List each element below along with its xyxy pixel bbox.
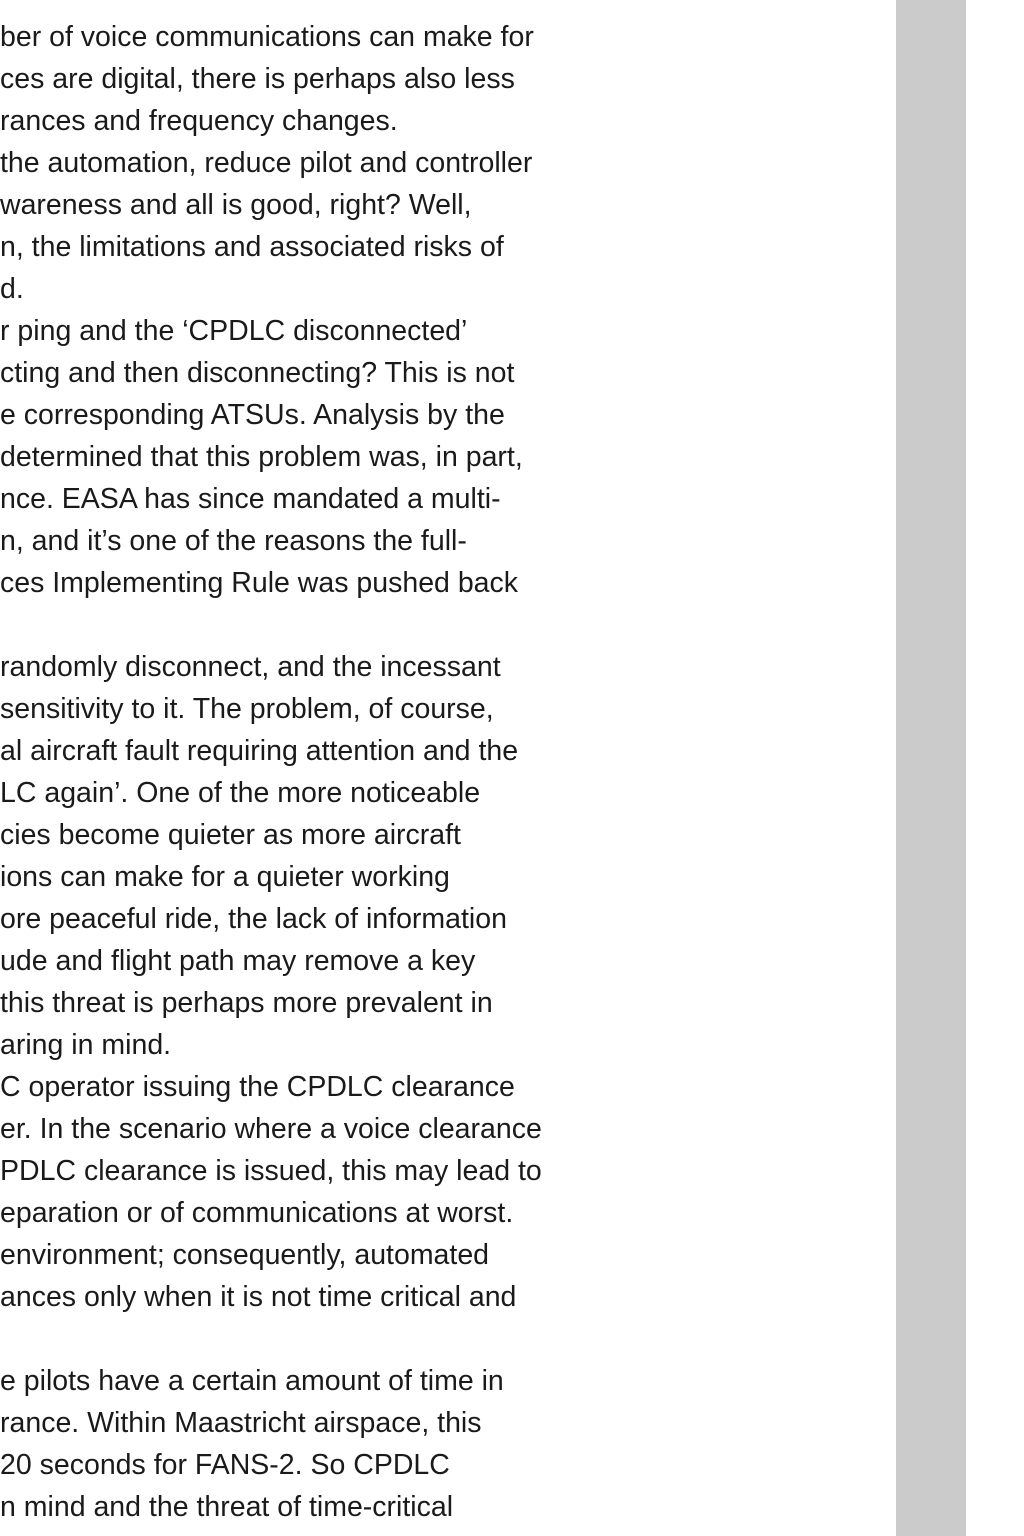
text-line: 20 seconds for FANS-2. So CPDLC [0,1449,450,1481]
text-line: ces Implementing Rule was pushed back [0,567,519,599]
text-line: n, and it’s one of the reasons the full- [0,525,467,557]
text-line: randomly disconnect, and the incessant [0,651,501,683]
text-line: cting and then disconnecting? This is not [0,357,515,389]
text-line: the automation, reduce pilot and controller [0,147,533,179]
text-line: ude and flight path may remove a key [0,945,476,977]
text-line: aring in mind. [0,1029,172,1061]
text-line: ore peaceful ride, the lack of information [0,903,507,935]
text-line: ces are digital, there is perhaps also less [0,63,515,95]
body-text-column [0,16,880,1528]
text-line: determined that this problem was, in part, [0,441,523,473]
text-line: d. [0,273,24,305]
text-line: n mind and the threat of time-critical [0,1491,454,1523]
text-line: ber of voice communications can make for [0,21,534,53]
text-line: rance. Within Maastricht airspace, this [0,1407,482,1439]
text-line: er. In the scenario where a voice clearance [0,1113,542,1145]
text-line: environment; consequently, automated [0,1239,490,1271]
text-line: nce. EASA has since mandated a multi- [0,483,501,515]
text-line: wareness and all is good, right? Well, [0,189,472,221]
text-line: al aircraft fault requiring attention and the [0,735,519,767]
text-line: n, the limitations and associated risks of [0,231,504,263]
text-line: rances and frequency changes. [0,105,398,137]
text-line: ances only when it is not time critical and [0,1281,517,1313]
text-line: ions can make for a quieter working [0,861,450,893]
text-line: sensitivity to it. The problem, of course, [0,693,494,725]
text-line: this threat is perhaps more prevalent in [0,987,493,1019]
text-line: PDLC clearance is issued, this may lead to [0,1155,542,1187]
text-line: LC again’. One of the more noticeable [0,777,481,809]
text-line: e corresponding ATSUs. Analysis by the [0,399,505,431]
text-line: r ping and the ‘CPDLC disconnected’ [0,315,468,347]
blank-line [0,1318,880,1360]
blank-line [0,604,880,646]
text-line: C operator issuing the CPDLC clearance [0,1071,515,1103]
text-line: e pilots have a certain amount of time in [0,1365,504,1397]
text-line: eparation or of communications at worst. [0,1197,514,1229]
page-side-bar [896,0,966,1536]
text-line: cies become quieter as more aircraft [0,819,461,851]
